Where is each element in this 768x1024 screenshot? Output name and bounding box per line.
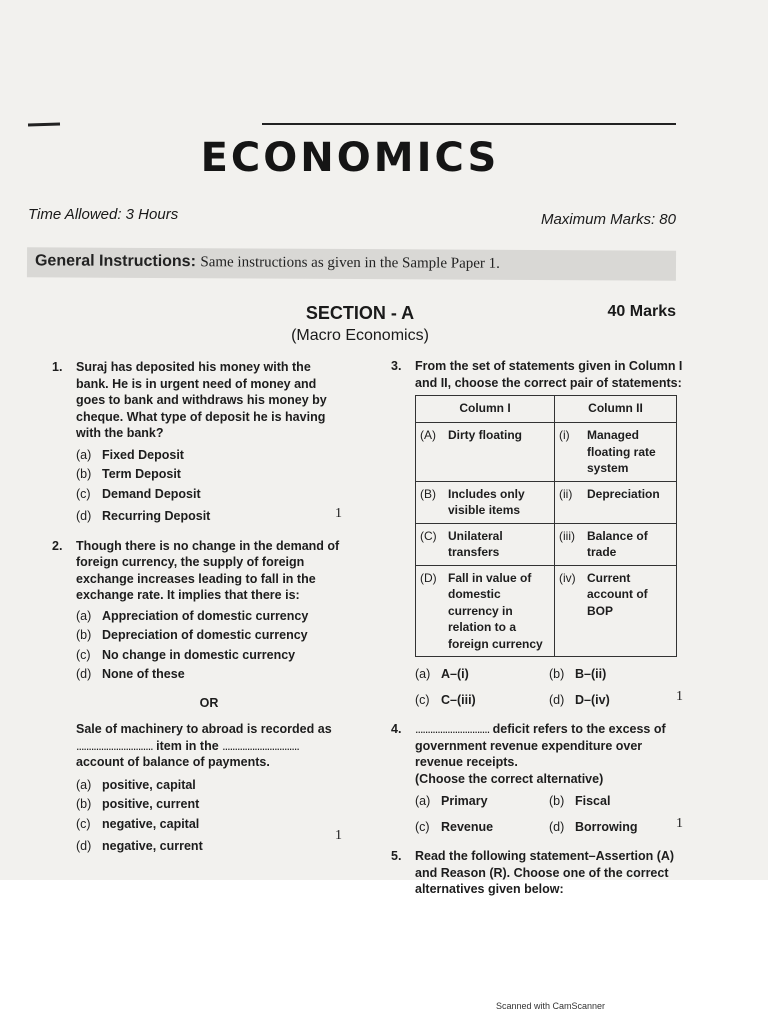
general-instructions-bar [27,247,676,280]
section-subtitle: (Macro Economics) [291,327,429,344]
option: (a) Primary [415,794,488,808]
maximum-marks: Maximum Marks: 80 [540,211,676,228]
question-mark: 1 [676,688,683,704]
table-row: (B) Includes only visible items (ii) Depreciation [416,481,677,523]
option: (b) Depreciation of domestic currency [76,628,308,642]
option: (d) D–(iv) [549,692,610,707]
option-row [415,816,683,839]
time-allowed: Time Allowed: 3 Hours [28,206,179,223]
option: (a) positive, capital [76,777,196,792]
option-row [415,790,683,813]
option: (b) positive, current [76,797,200,811]
section-marks: 40 Marks [607,303,676,320]
table-row: (D) Fall in value of domestic currency in relation to a foreign currency (iv) Current account of BOP [416,565,677,657]
page-margin [0,880,768,1024]
question-number: 2. [52,538,63,553]
option-row [415,689,683,712]
option-row [415,663,683,686]
table-row: (A) Dirty floating (i) Managed floating rate system [416,423,677,482]
match-columns-table [415,395,677,657]
question-mark: 1 [335,828,342,843]
option: (d) None of these [76,667,185,681]
question-5 [391,848,683,898]
question-number: 1. [52,360,63,374]
or-divider: OR [199,695,219,710]
question-text: From the set of statements given in Column I and II, choose the correct pair of statements: [415,359,683,390]
option: (d) Borrowing [549,819,638,834]
question-number: 3. [391,359,402,373]
question-number: 5. [391,849,402,863]
option: (d) negative, current 1 [76,828,342,853]
top-rule [262,123,676,125]
question-mark: 1 [335,506,342,521]
alternative-question-text: Sale of machinery to abroad is recorded as ............................... item in the ............................... account of balance of payments. [76,722,332,769]
question-number: 4. [391,722,402,736]
question-4 [391,721,683,838]
option: (c) C–(iii) [415,692,476,707]
section-title: SECTION - A [305,303,415,323]
table-row: (C) Unilateral transfers (iii) Balance of trade [416,523,677,565]
option: (c) Demand Deposit [76,486,201,501]
option: (c) No change in domestic currency [76,647,296,662]
question-text: Read the following statement–Assertion (A) and Reason (R). Choose one of the correct alternatives given below: [415,849,675,896]
left-column [52,359,342,858]
option: (c) Revenue [415,819,494,834]
column-header: Column II [555,396,677,423]
paper-title: ECONOMICS [200,135,500,181]
option: (a) Fixed Deposit [76,447,184,462]
question-1 [52,359,342,525]
option: (a) A–(i) [415,667,469,681]
question-text: Suraj has deposited his money with the bank. He is in urgent need of money and goes to bank and withdraws his money by cheque. What type of deposit he is having with the bank? [76,360,327,440]
option: (b) B–(ii) [549,667,607,681]
option: (c) negative, capital [76,816,200,831]
option: (a) Appreciation of domestic currency [76,608,309,623]
option: (d) Recurring Deposit 1 [76,506,342,523]
scanner-watermark: Scanned with CamScanner [496,1001,606,1011]
question-text: Though there is no change in the demand of foreign currency, the supply of foreign exchange increases leading to fall in the exchange rate. It implies that there is: [76,538,340,602]
question-mark: 1 [676,815,683,831]
column-header: Column I [416,396,555,423]
general-instructions-label: General Instructions: [34,252,196,271]
option: (b) Term Deposit [76,467,181,481]
question-instruction: (Choose the correct alternative) [415,771,604,786]
general-instructions-text: Same instructions as given in the Sample Paper 1. [200,254,500,272]
question-2 [52,538,342,855]
question-3 [391,358,683,711]
right-column [391,358,683,898]
question-text: .............................. deficit refers to the excess of government revenue expenditure over revenue receipts. [415,722,666,769]
option: (b) Fiscal [549,794,611,808]
